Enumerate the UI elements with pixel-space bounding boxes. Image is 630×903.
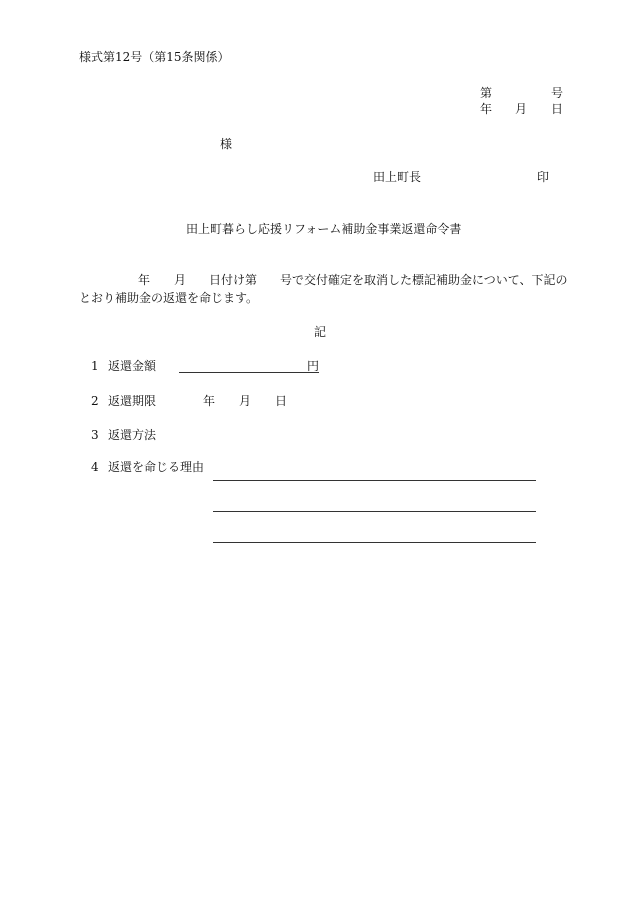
item-label-method: 返還方法 [108, 428, 157, 442]
reason-line-2 [213, 511, 536, 512]
document-title: 田上町暮らし応援リフォーム補助金事業返還命令書 [186, 222, 462, 236]
item-label-amount: 返還金額 [108, 359, 157, 373]
reason-line-1 [213, 480, 536, 481]
deadline-year: 年 [203, 394, 216, 408]
item-number: 2 [91, 394, 99, 408]
item-label-reason: 返還を命じる理由 [108, 460, 205, 474]
item-label-deadline: 返還期限 [108, 394, 157, 408]
issuer-name: 田上町長 [373, 170, 422, 184]
item-number: 1 [91, 359, 99, 373]
item-number: 4 [91, 460, 99, 474]
deadline-day: 日 [275, 394, 288, 408]
body-text-line2: とおり補助金の返還を命じます。 [79, 291, 259, 305]
item-number: 3 [91, 428, 99, 442]
deadline-month: 月 [239, 394, 252, 408]
amount-underline [179, 372, 319, 373]
doc-number-suffix: 号 [551, 86, 564, 100]
ki-heading: 記 [314, 325, 327, 339]
amount-unit: 円 [307, 359, 320, 373]
body-day-dated-no: 日付け第 [209, 273, 258, 287]
body-text-line1: 号で交付確定を取消した標記補助金について、下記の [280, 273, 568, 287]
date-day: 日 [551, 102, 564, 116]
issuer-seal: 印 [537, 170, 550, 184]
form-number: 様式第12号（第15条関係） [79, 50, 230, 64]
body-month: 月 [174, 273, 187, 287]
date-year: 年 [480, 102, 493, 116]
doc-number-prefix: 第 [480, 86, 493, 100]
addressee-honorific: 様 [220, 137, 233, 151]
reason-line-3 [213, 542, 536, 543]
date-month: 月 [515, 102, 528, 116]
body-year: 年 [138, 273, 151, 287]
